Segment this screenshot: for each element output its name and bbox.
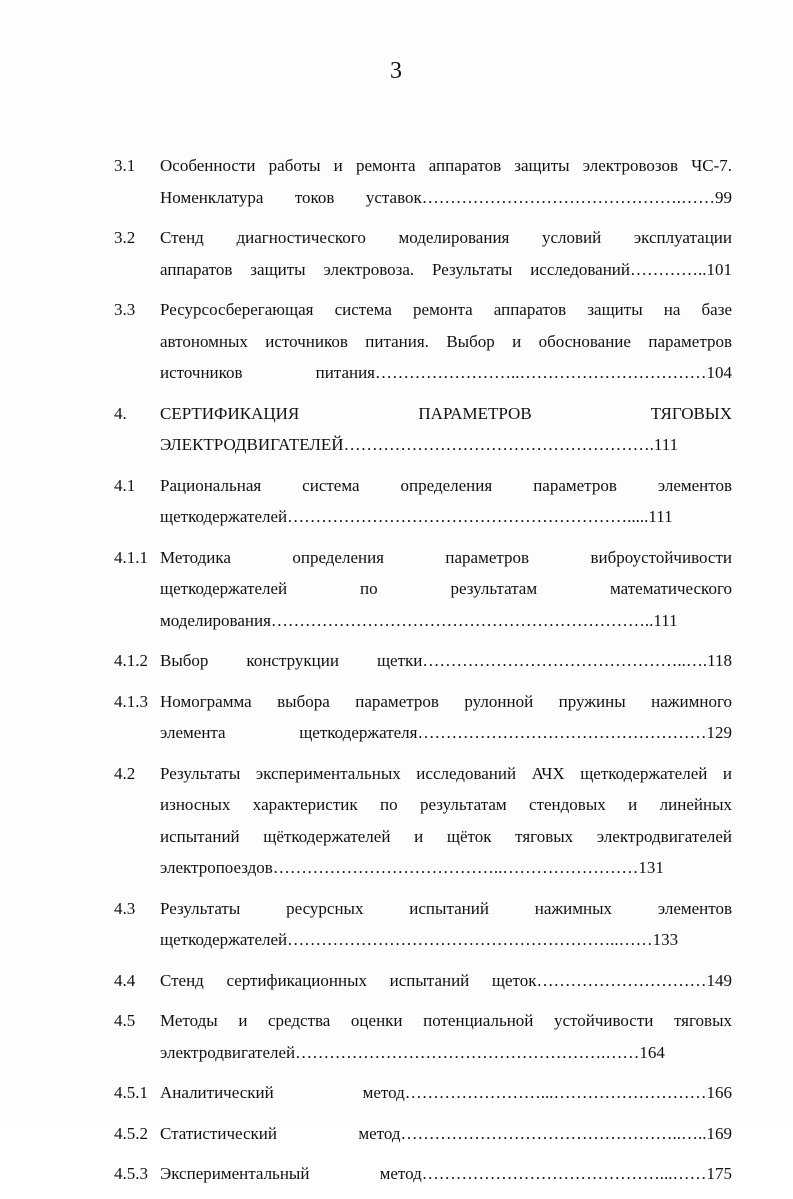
section-number: 4.4 — [114, 970, 136, 990]
section-title-line: электродвигателей……………………………………………….……164 — [160, 1042, 665, 1062]
toc-entry-3-3[interactable] — [114, 294, 732, 389]
toc-entry-4-5-2[interactable] — [114, 1118, 732, 1150]
section-title-line: автономных источников питания. Выбор и обоснование параметров — [160, 331, 732, 351]
toc-entry-4-3[interactable] — [114, 893, 732, 956]
section-title-line: Номограмма выбора параметров рулонной пружины нажимного — [160, 691, 732, 711]
toc-entry-4-5[interactable] — [114, 1005, 732, 1068]
section-title-line: щеткодержателей…………………………………………………….....111 — [160, 507, 673, 526]
section-number: 4.1 — [114, 475, 136, 495]
toc-entry-4[interactable] — [114, 398, 732, 461]
section-number: 4.1.1 — [114, 547, 148, 567]
section-number: 3.2 — [114, 228, 136, 247]
section-title-line: Ресурсосберегающая система ремонта аппаратов защиты на базе — [160, 300, 732, 319]
section-title-line: Рациональная система определения параметров элементов — [160, 475, 732, 495]
section-number: 4.5.1 — [114, 1083, 148, 1102]
section-number: 4. — [114, 403, 127, 423]
section-title-line: СЕРТИФИКАЦИЯ ПАРАМЕТРОВ ТЯГОВЫХ — [160, 403, 732, 423]
section-title-line: Результаты ресурсных испытаний нажимных элементов — [160, 898, 732, 918]
section-title-line: электропоездов…………………………………..……………………131 — [160, 858, 664, 877]
toc-entry-4-5-1[interactable] — [114, 1077, 732, 1109]
section-title-line: щеткодержателей по результатам математического — [160, 579, 732, 598]
section-title-line: Экспериментальный метод……………………………………...……175 — [160, 1164, 732, 1183]
toc-entry-4-5-3[interactable] — [114, 1158, 732, 1190]
section-number: 4.5.3 — [114, 1164, 148, 1183]
section-title-line: Особенности работы и ремонта аппаратов защиты электровозов ЧС-7. — [160, 156, 732, 175]
section-title-line: элемента щеткодержателя……………………………………………129 — [160, 723, 732, 742]
section-title-line: источников питания……………………..……………………………104 — [160, 363, 732, 382]
section-title-line: Статистический метод…………………………………………..…..169 — [160, 1123, 732, 1143]
section-number: 4.5 — [114, 1011, 136, 1030]
toc-entry-4-1-3[interactable] — [114, 686, 732, 749]
section-number: 4.5.2 — [114, 1123, 148, 1143]
section-number: 4.2 — [114, 763, 136, 783]
section-title-line: Стенд сертификационных испытаний щеток…………………………149 — [160, 970, 732, 990]
section-title-line: износных характеристик по результатам стендовых и линейных — [160, 795, 732, 814]
toc-entry-4-4[interactable] — [114, 965, 732, 997]
toc-entry-4-1[interactable] — [114, 470, 732, 533]
page-number: 3 — [390, 58, 403, 84]
section-title-line: Методы и средства оценки потенциальной устойчивости тяговых — [160, 1011, 732, 1030]
toc-entry-3-2[interactable] — [114, 222, 732, 285]
section-number: 3.1 — [114, 156, 136, 175]
section-title-line: Результаты экспериментальных исследований АЧХ щеткодержателей и — [160, 763, 732, 783]
section-number: 4.3 — [114, 898, 136, 918]
table-of-contents — [114, 150, 732, 1199]
section-number: 3.3 — [114, 300, 136, 319]
section-title-line: щеткодержателей…………………………………………………..……133 — [160, 930, 679, 949]
section-title-line: Выбор конструкции щетки………………………………………..….118 — [160, 651, 732, 670]
section-title-line: Аналитический метод……………………...………………………166 — [160, 1083, 732, 1102]
section-title-line: ЭЛЕКТРОДВИГАТЕЛЕЙ……………………………………………….111 — [160, 435, 679, 454]
section-title-line: испытаний щёткодержателей и щёток тяговых электродвигателей — [160, 826, 732, 846]
toc-entry-4-2[interactable] — [114, 758, 732, 884]
toc-entry-4-1-1[interactable] — [114, 542, 732, 637]
section-title-line: Стенд диагностического моделирования условий эксплуатации — [160, 228, 732, 247]
section-title-line: моделирования…………………………………………………………..111 — [160, 610, 678, 630]
section-title-line: аппаратов защиты электровоза. Результаты исследований…………..101 — [160, 259, 732, 279]
toc-entry-4-1-2[interactable] — [114, 645, 732, 677]
section-number: 4.1.2 — [114, 651, 148, 670]
section-title-line: Методика определения параметров виброустойчивости — [160, 547, 732, 567]
toc-entry-3-1[interactable] — [114, 150, 732, 213]
section-number: 4.1.3 — [114, 691, 148, 711]
section-title-line: Номенклатура токов уставок……………………………………….……99 — [160, 187, 732, 207]
